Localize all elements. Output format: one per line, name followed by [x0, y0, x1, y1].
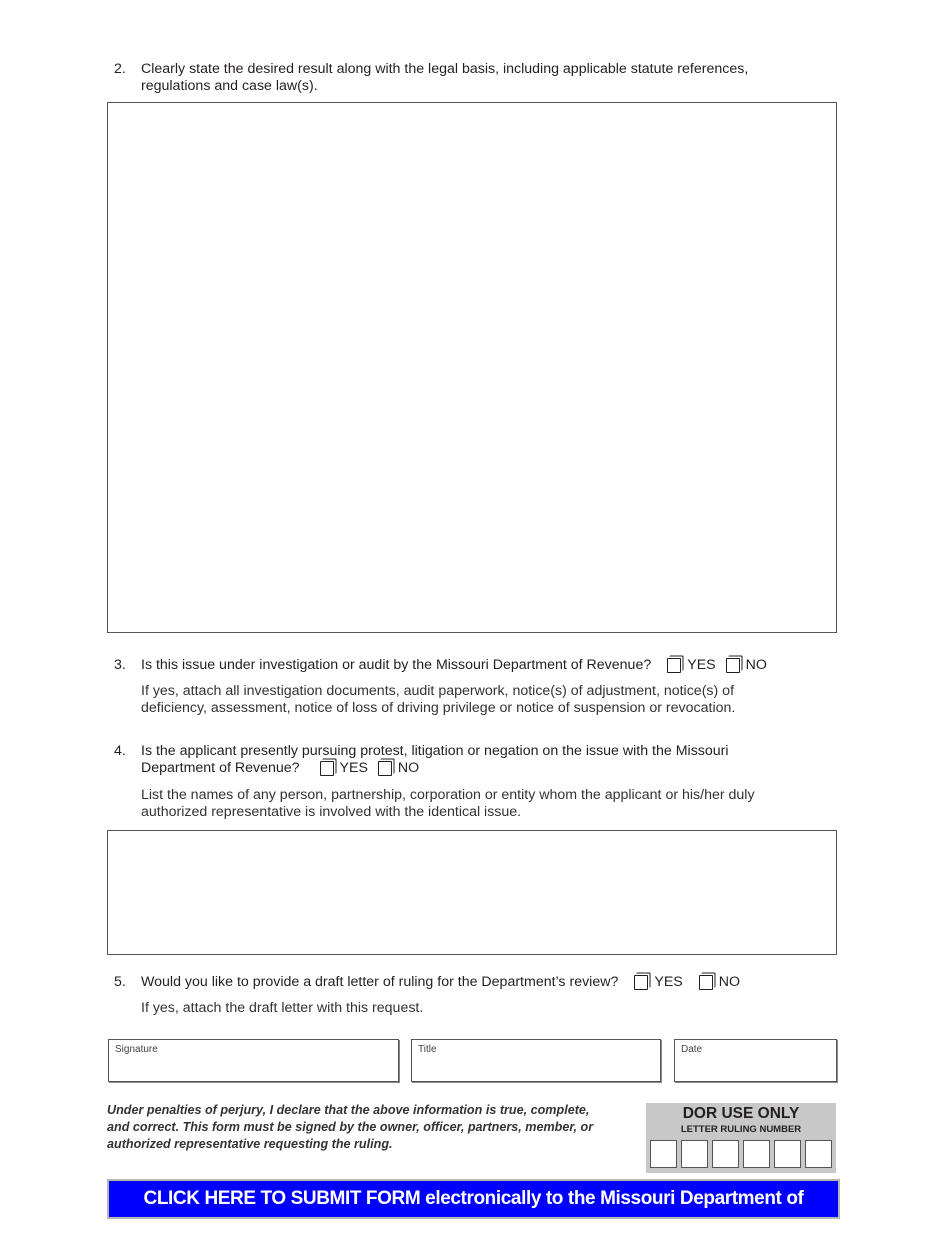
question-4-number: 4. — [114, 743, 126, 759]
title-field[interactable] — [411, 1039, 661, 1082]
checkbox-icon — [699, 975, 713, 990]
checkbox-icon — [320, 761, 334, 776]
perjury-line-2: and correct. This form must be signed by the owner, officer, partners, member, or — [107, 1120, 594, 1134]
question-2-line-1: Clearly state the desired result along with the legal basis, including applicable statute references, — [141, 61, 749, 77]
question-3-number: 3. — [114, 657, 126, 673]
q5-no-checkbox[interactable] — [699, 974, 740, 991]
question-4-note-line-2: authorized representative is involved with the identical issue. — [141, 804, 522, 820]
question-3-row — [141, 657, 861, 674]
question-3-note-line-1: If yes, attach all investigation documents, audit paperwork, notice(s) of adjustment, notice(s) of — [141, 683, 735, 699]
ruling-number-cell[interactable] — [743, 1140, 770, 1168]
date-field[interactable] — [674, 1039, 837, 1082]
checkbox-icon — [667, 658, 681, 673]
checkbox-icon — [378, 761, 392, 776]
question-2-number: 2. — [114, 61, 126, 77]
ruling-number-cell[interactable] — [774, 1140, 801, 1168]
question-5-row — [141, 974, 861, 991]
q4-yes-checkbox[interactable] — [320, 760, 368, 777]
ruling-number-cell[interactable] — [681, 1140, 708, 1168]
title-label: Title — [418, 1044, 437, 1055]
checkbox-icon — [634, 975, 648, 990]
ruling-number-cell[interactable] — [805, 1140, 832, 1168]
checkbox-icon — [726, 658, 740, 673]
question-3-text: Is this issue under investigation or audit by the Missouri Department of Revenue? — [141, 657, 652, 673]
question-4-text — [141, 743, 841, 777]
question-4-line-2-row — [141, 760, 841, 777]
ruling-number-cell[interactable] — [712, 1140, 739, 1168]
question-4-line-1: Is the applicant presently pursuing protest, litigation or negation on the issue with the Missouri — [141, 743, 729, 759]
q3-yes-label: YES — [687, 657, 716, 673]
ruling-number-cell[interactable] — [650, 1140, 677, 1168]
perjury-line-3: authorized representative requesting the ruling. — [107, 1137, 393, 1151]
submit-form-button[interactable]: CLICK HERE TO SUBMIT FORM electronically to the Missouri Department of Revenue. — [107, 1179, 840, 1219]
question-5-number: 5. — [114, 974, 126, 990]
question-4-line-2: Department of Revenue? — [141, 760, 300, 776]
question-3-note — [141, 683, 841, 717]
q4-no-checkbox[interactable] — [378, 760, 419, 777]
question-2-text — [141, 61, 841, 95]
q5-yes-checkbox[interactable] — [634, 974, 682, 991]
date-label: Date — [681, 1044, 703, 1055]
signature-field[interactable] — [108, 1039, 399, 1082]
q3-no-checkbox[interactable] — [726, 657, 767, 674]
question-4-note-line-1: List the names of any person, partnership, corporation or entity whom the applicant or his/her duly — [141, 787, 755, 803]
q4-yes-label: YES — [339, 760, 368, 776]
q4-no-label: NO — [397, 760, 420, 776]
question-4-note — [141, 787, 841, 821]
q3-yes-checkbox[interactable] — [667, 657, 715, 674]
perjury-statement — [107, 1102, 627, 1153]
legal-basis-textarea[interactable] — [107, 102, 837, 633]
question-5-text: Would you like to provide a draft letter of ruling for the Department’s review? — [141, 974, 619, 990]
question-3-note-line-2: deficiency, assessment, notice of loss of driving privilege or notice of suspension or revocation. — [141, 700, 736, 716]
perjury-line-1: Under penalties of perjury, I declare that the above information is true, complete, — [107, 1103, 590, 1117]
q5-yes-label: YES — [654, 974, 683, 990]
dor-use-only-box — [646, 1103, 836, 1173]
signature-label: Signature — [115, 1044, 158, 1055]
question-5-note: If yes, attach the draft letter with this request. — [141, 1000, 424, 1016]
dor-use-only-title: DOR USE ONLY — [682, 1105, 800, 1122]
q3-no-label: NO — [745, 657, 767, 673]
q5-no-label: NO — [718, 974, 741, 990]
involved-parties-textarea[interactable] — [107, 830, 837, 955]
letter-ruling-number-label: LETTER RULING NUMBER — [680, 1124, 802, 1135]
question-2-line-2: regulations and case law(s). — [141, 78, 318, 94]
